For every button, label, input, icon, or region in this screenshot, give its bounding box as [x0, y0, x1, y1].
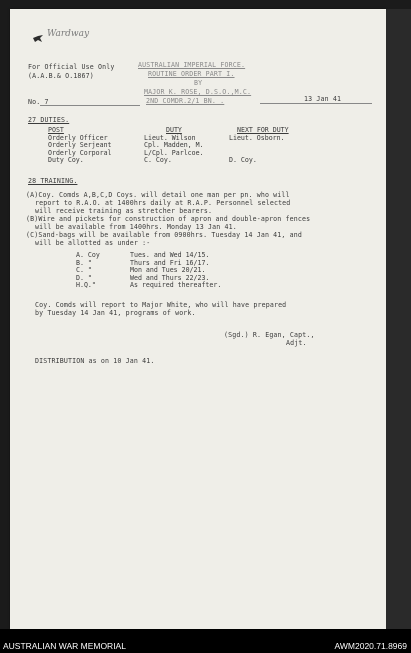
- document-page: [10, 9, 386, 629]
- official-use-line-2: (A.A.B.& O.1867): [28, 72, 94, 80]
- order-date-rule: [260, 103, 372, 104]
- allotment-when: Thurs and Fri 16/17.: [130, 258, 210, 267]
- allotment-coy: H.Q.": [76, 281, 96, 290]
- allotment-when: Mon and Tues 20/21.: [130, 266, 206, 275]
- allotment-when-column: [130, 252, 221, 290]
- post-item: Orderly Corporal: [48, 148, 112, 157]
- duty-item: Lieut. Wilson: [144, 133, 196, 142]
- bird-mark-icon: [32, 34, 44, 44]
- order-date: 13 Jan 41: [304, 95, 342, 103]
- allotment-when: Wed and Thurs 22/23.: [130, 273, 210, 282]
- next-for-duty-header: NEXT FOR DUTY: [237, 126, 289, 134]
- training-line: will be allotted as under :-: [35, 239, 151, 247]
- scan-edge: [386, 9, 411, 629]
- closing-line: by Tuesday 14 Jan 41, programs of work.: [35, 309, 196, 317]
- section-training-title: 28 TRAINING.: [28, 177, 78, 185]
- allotment-coy-column: [76, 252, 100, 290]
- order-number: No. 7: [28, 98, 49, 106]
- closing-line: Coy. Comds will report to Major White, who will have prepared: [35, 301, 287, 309]
- handwritten-note: Wardway: [47, 29, 90, 39]
- training-line: will be available from 1400hrs. Monday 13 Jan 41.: [35, 223, 237, 231]
- duty-item: C. Coy.: [144, 156, 172, 165]
- footer-accession-number: AWM2020.71.8969: [334, 641, 407, 651]
- allotment-when: Tues. and Wed 14/15.: [130, 251, 210, 259]
- duties-next-column: [229, 127, 289, 165]
- training-line: (C)Sand-bags will be available from 0900hrs. Tuesday 14 Jan 41, and: [26, 231, 303, 239]
- duty-item: L/Cpl. Parlcoe.: [144, 148, 204, 157]
- footer-bar: [0, 629, 411, 653]
- post-header: POST: [48, 126, 64, 134]
- order-number-rule: [40, 105, 140, 106]
- next-item: Lieut. Osborn.: [229, 133, 285, 142]
- duties-duty-column: [144, 127, 204, 165]
- duty-item: Cpl. Madden, M.: [144, 141, 204, 150]
- post-item: Orderly Serjeant: [48, 141, 112, 150]
- post-item: Orderly Officer: [48, 133, 108, 142]
- distribution-line: DISTRIBUTION as on 10 Jan 41.: [35, 357, 155, 365]
- heading-line-4: MAJOR K. ROSE, D.S.O.,M.C.: [144, 88, 252, 96]
- post-item: Duty Coy.: [48, 156, 84, 165]
- heading-line-5: 2ND COMDR.2/1 BN. .: [146, 97, 225, 105]
- allotment-coy: C. ": [76, 266, 92, 275]
- training-line: report to R.A.O. at 1400hrs daily at R.A.P. Personnel selected: [35, 199, 291, 207]
- allotment-coy: A. Coy: [76, 251, 100, 259]
- next-item: [229, 142, 289, 150]
- footer-institution: AUSTRALIAN WAR MEMORIAL: [3, 641, 126, 651]
- allotment-coy: D. ": [76, 273, 92, 282]
- duty-header: DUTY: [166, 126, 182, 134]
- official-use-line-1: For Official Use Only: [28, 63, 115, 71]
- allotment-coy: B. ": [76, 258, 92, 267]
- training-line: will receive training as stretcher bearers.: [35, 207, 213, 215]
- next-item: D. Coy.: [229, 156, 257, 165]
- heading-line-2: ROUTINE ORDER PART I.: [148, 70, 235, 78]
- signature-line-2: Adjt.: [286, 339, 307, 347]
- heading-line-1: AUSTRALIAN IMPERIAL FORCE.: [138, 61, 246, 69]
- signature-line-1: (Sgd.) R. Egan, Capt.,: [224, 331, 315, 339]
- allotment-when: As required thereafter.: [130, 281, 222, 290]
- training-line: (B)Wire and pickets for construction of apron and double-apron fences: [26, 215, 311, 223]
- training-line: (A)Coy. Comds A,B,C,D Coys. will detail one man per pn. who will: [26, 191, 290, 199]
- section-duties-title: 27 DUTIES.: [28, 116, 70, 124]
- heading-line-3: BY: [194, 79, 203, 87]
- duties-post-column: [48, 127, 112, 165]
